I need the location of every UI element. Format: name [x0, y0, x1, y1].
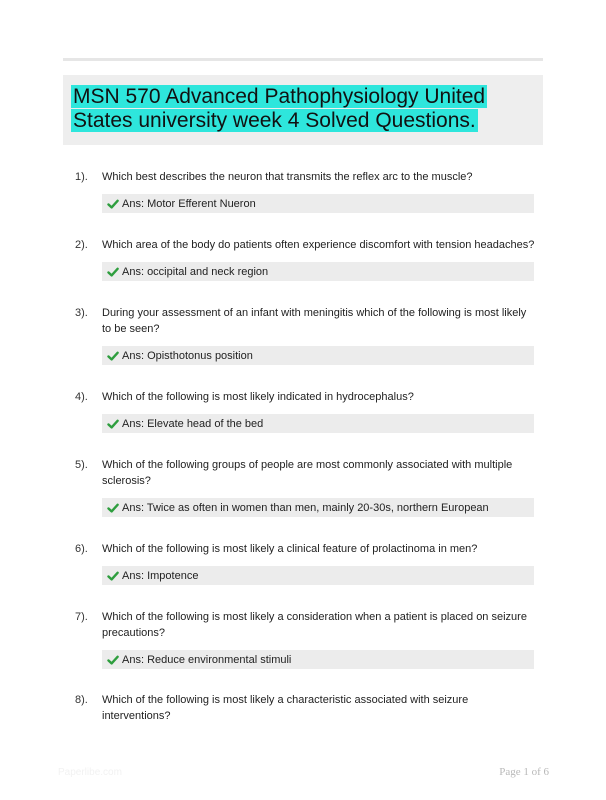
check-icon: [107, 418, 119, 430]
page-title: MSN 570 Advanced Pathophysiology United States university week 4 Solved Questions.: [73, 85, 486, 132]
question-text: Which area of the body do patients often experience discomfort with tension headaches?: [102, 239, 535, 251]
question-number: 4).: [75, 391, 88, 403]
answer-text: Ans: occipital and neck region: [122, 265, 269, 278]
question-text: Which of the following is most likely a consideration when a patient is placed on seizure precautions?: [102, 611, 527, 639]
question-text: Which best describes the neuron that transmits the reflex arc to the muscle?: [102, 171, 473, 183]
question-number: 3).: [75, 307, 88, 319]
answer-box: [102, 650, 534, 669]
question-number: 5).: [75, 459, 88, 471]
answer-text: Ans: Twice as often in women than men, mainly 20-30s, northern European: [122, 501, 489, 514]
check-icon: [107, 266, 119, 278]
check-icon: [107, 570, 119, 582]
answer-box: [102, 262, 534, 281]
question-number: 1).: [75, 171, 88, 183]
question-text: Which of the following is most likely indicated in hydrocephalus?: [102, 391, 414, 403]
check-icon: [107, 502, 119, 514]
question-number: 6).: [75, 543, 88, 555]
answer-text: Ans: Opisthotonus position: [122, 349, 253, 362]
question-text: Which of the following groups of people are most commonly associated with multiple sclerosis?: [102, 459, 513, 487]
answer-box: [102, 498, 534, 517]
question-text: During your assessment of an infant with meningitis which of the following is most likely to be seen?: [102, 307, 527, 335]
answer-text: Ans: Elevate head of the bed: [122, 417, 264, 430]
question-text: Which of the following is most likely a clinical feature of prolactinoma in men?: [102, 543, 478, 555]
answer-box: [102, 414, 534, 433]
question-number: 7).: [75, 611, 88, 623]
title-box: [63, 75, 543, 145]
answer-text: Ans: Motor Efferent Nueron: [122, 197, 256, 210]
top-divider: [63, 58, 543, 61]
page-number: Page 1 of 6: [499, 766, 549, 778]
check-icon: [107, 350, 119, 362]
check-icon: [107, 198, 119, 210]
answer-text: Ans: Reduce environmental stimuli: [122, 653, 292, 666]
answer-text: Ans: Impotence: [122, 569, 199, 582]
question-number: 2).: [75, 239, 88, 251]
question-number: 8).: [75, 694, 88, 706]
check-icon: [107, 654, 119, 666]
answer-box: [102, 194, 534, 213]
answer-box: [102, 346, 534, 365]
answer-box: [102, 566, 534, 585]
question-text: Which of the following is most likely a characteristic associated with seizure interventions?: [102, 694, 469, 722]
footer-watermark: Paperlibe.com: [58, 767, 122, 778]
